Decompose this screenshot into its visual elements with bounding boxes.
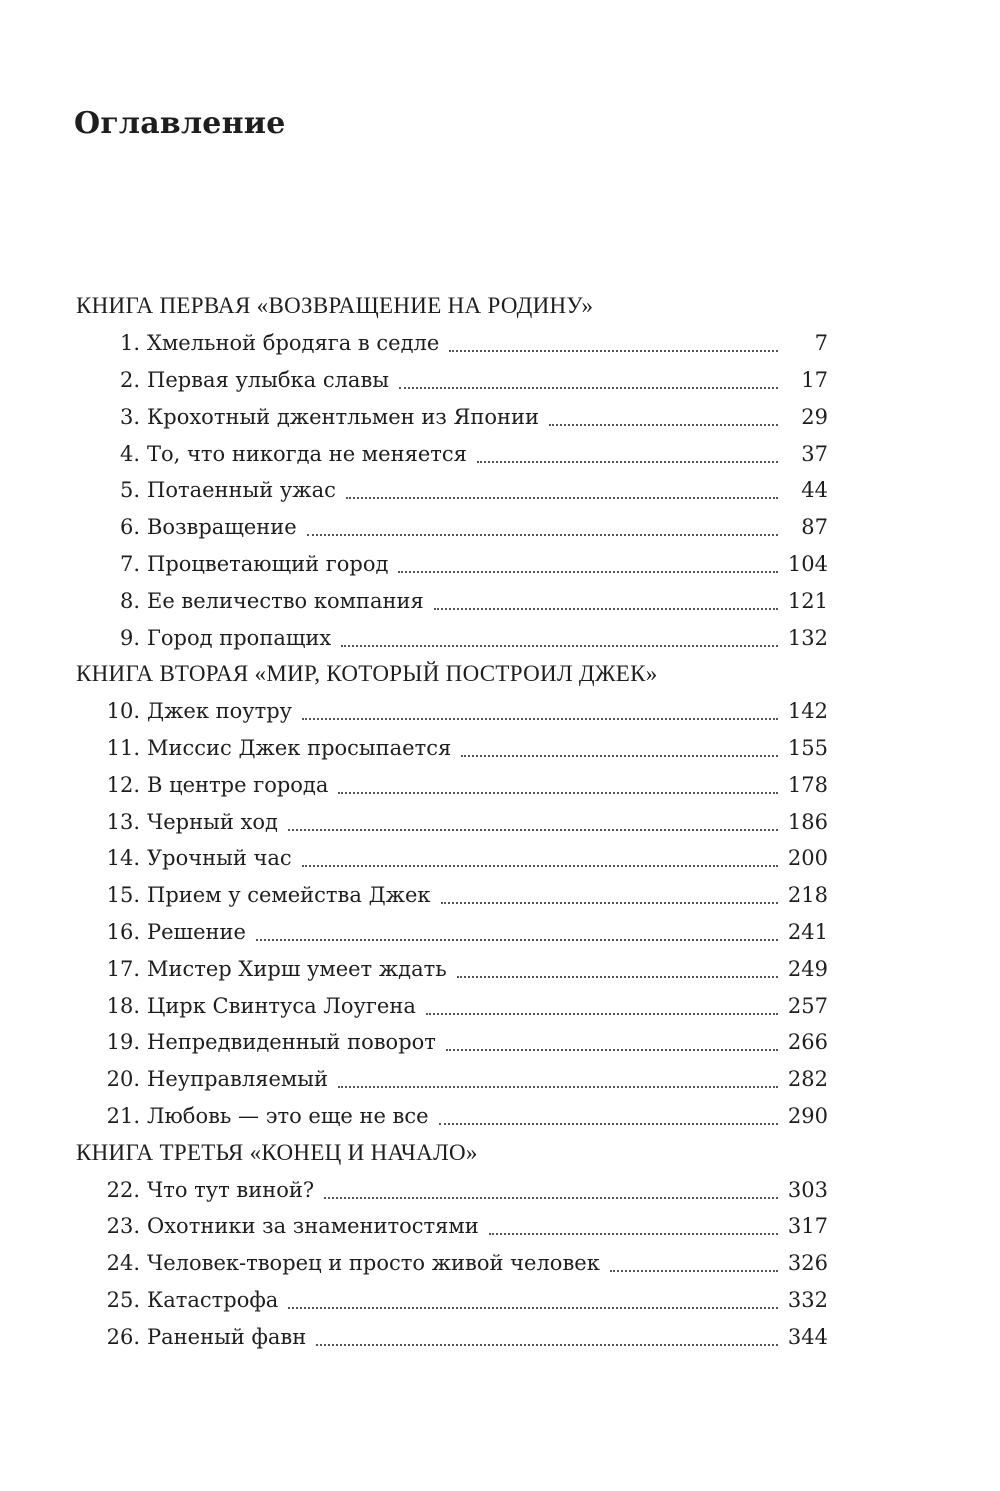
page-number: 186 xyxy=(787,809,828,834)
chapter-title: Потаенный ужас xyxy=(147,478,336,503)
chapter-number: 24. xyxy=(106,1251,140,1276)
dot-leader xyxy=(449,350,778,352)
toc-entry[interactable] xyxy=(76,914,828,951)
toc-entry[interactable] xyxy=(76,987,828,1024)
chapter-title: Решение xyxy=(147,919,246,944)
page-number: 332 xyxy=(787,1287,828,1312)
chapter-title: Мистер Хирш умеет ждать xyxy=(147,956,447,981)
chapter-title: Непредвиденный поворот xyxy=(147,1030,436,1055)
book-heading: КНИГА ТРЕТЬЯ «КОНЕЦ И НАЧАЛО» xyxy=(76,1139,478,1165)
chapter-number: 12. xyxy=(106,772,140,797)
chapter-title: Первая улыбка славы xyxy=(147,367,389,392)
toc-entry[interactable] xyxy=(76,325,828,362)
chapter-number: 9. xyxy=(119,625,140,650)
toc-entry[interactable] xyxy=(76,766,828,803)
chapter-title: Город пропащих xyxy=(147,625,332,650)
toc-entry[interactable] xyxy=(76,1061,828,1098)
chapter-number: 11. xyxy=(106,735,140,760)
chapter-title: Урочный час xyxy=(147,846,292,871)
chapter-number: 2. xyxy=(119,367,140,392)
chapter-title: Катастрофа xyxy=(147,1287,279,1312)
page-number: 178 xyxy=(787,772,828,797)
page-number: 218 xyxy=(787,883,828,908)
chapter-title: Процветающий город xyxy=(147,551,389,576)
dot-leader xyxy=(434,608,778,610)
chapter-title: Неуправляемый xyxy=(147,1067,328,1092)
dot-leader xyxy=(302,865,778,867)
dot-leader xyxy=(256,939,778,941)
page-number: 249 xyxy=(787,956,828,981)
chapter-number: 15. xyxy=(106,883,140,908)
toc-entry[interactable] xyxy=(76,1171,828,1208)
chapter-number: 4. xyxy=(119,441,140,466)
page-number: 303 xyxy=(787,1177,828,1202)
page-number: 87 xyxy=(801,515,828,540)
page-number: 155 xyxy=(787,735,828,760)
chapter-title: В центре города xyxy=(147,772,329,797)
chapter-title: То, что никогда не меняется xyxy=(147,441,467,466)
dot-leader xyxy=(307,534,778,536)
page-number: 29 xyxy=(801,404,828,429)
toc-entry[interactable] xyxy=(76,398,828,435)
page-number: 344 xyxy=(787,1324,828,1349)
dot-leader xyxy=(457,976,778,978)
toc-entry[interactable] xyxy=(76,1245,828,1282)
chapter-title: Прием у семейства Джек xyxy=(147,883,431,908)
dot-leader xyxy=(441,902,778,904)
book-heading: КНИГА ПЕРВАЯ «ВОЗВРАЩЕНИЕ НА РОДИНУ» xyxy=(76,293,594,319)
chapter-number: 25. xyxy=(106,1287,140,1312)
chapter-number: 16. xyxy=(106,919,140,944)
chapter-number: 8. xyxy=(119,588,140,613)
toc-entry[interactable] xyxy=(76,1024,828,1061)
dot-leader xyxy=(477,461,778,463)
page-number: 121 xyxy=(787,588,828,613)
toc-entry[interactable] xyxy=(76,509,828,546)
page-number: 17 xyxy=(801,367,828,392)
chapter-number: 17. xyxy=(106,956,140,981)
chapter-number: 23. xyxy=(106,1214,140,1239)
toc-entry[interactable] xyxy=(76,840,828,877)
dot-leader xyxy=(341,645,778,647)
chapter-number: 1. xyxy=(119,331,140,356)
chapter-number: 7. xyxy=(119,551,140,576)
page-number: 44 xyxy=(801,478,828,503)
chapter-number: 13. xyxy=(106,809,140,834)
chapter-title: Крохотный джентльмен из Японии xyxy=(147,404,540,429)
page-number: 257 xyxy=(787,993,828,1018)
toc-entry[interactable] xyxy=(76,1208,828,1245)
chapter-number: 20. xyxy=(106,1067,140,1092)
toc-entry[interactable] xyxy=(76,1318,828,1355)
dot-leader xyxy=(302,718,778,720)
toc-entry[interactable] xyxy=(76,472,828,509)
chapter-title: Раненый фавн xyxy=(147,1324,307,1349)
chapter-title: Ее величество компания xyxy=(147,588,424,613)
chapter-title: Джек поутру xyxy=(147,699,293,724)
chapter-number: 14. xyxy=(106,846,140,871)
dot-leader xyxy=(489,1233,778,1235)
page-number: 266 xyxy=(787,1030,828,1055)
dot-leader xyxy=(446,1049,778,1051)
toc-entry[interactable] xyxy=(76,546,828,583)
chapter-number: 5. xyxy=(119,478,140,503)
toc-entry[interactable] xyxy=(76,582,828,619)
toc-entry[interactable] xyxy=(76,950,828,987)
dot-leader xyxy=(549,424,778,426)
page-number: 132 xyxy=(787,625,828,650)
chapter-number: 19. xyxy=(106,1030,140,1055)
dot-leader xyxy=(398,571,777,573)
chapter-number: 3. xyxy=(119,404,140,429)
toc-entry[interactable] xyxy=(76,435,828,472)
chapter-number: 18. xyxy=(106,993,140,1018)
toc-entry[interactable] xyxy=(76,1282,828,1319)
toc-entry[interactable] xyxy=(76,362,828,399)
page-number: 241 xyxy=(787,919,828,944)
chapter-title: Охотники за знаменитостями xyxy=(147,1214,479,1239)
toc-entry[interactable] xyxy=(76,619,828,656)
chapter-number: 21. xyxy=(106,1103,140,1128)
page-number: 317 xyxy=(787,1214,828,1239)
dot-leader xyxy=(288,1307,778,1309)
dot-leader xyxy=(338,792,778,794)
chapter-title: Возвращение xyxy=(147,515,297,540)
page-number: 282 xyxy=(787,1067,828,1092)
page-number: 290 xyxy=(787,1103,828,1128)
page-title: Оглавление xyxy=(74,106,286,141)
chapter-number: 6. xyxy=(119,515,140,540)
page-number: 37 xyxy=(801,441,828,466)
chapter-title: Что тут виной? xyxy=(147,1177,315,1202)
dot-leader xyxy=(338,1086,778,1088)
chapter-title: Миссис Джек просыпается xyxy=(147,735,452,760)
chapter-title: Человек-творец и просто живой человек xyxy=(147,1251,600,1276)
dot-leader xyxy=(610,1270,778,1272)
page-number: 104 xyxy=(787,551,828,576)
book-heading: КНИГА ВТОРАЯ «МИР, КОТОРЫЙ ПОСТРОИЛ ДЖЕК» xyxy=(76,661,658,687)
dot-leader xyxy=(399,387,778,389)
chapter-number: 26. xyxy=(106,1324,140,1349)
toc-entry[interactable] xyxy=(76,803,828,840)
toc-entry[interactable] xyxy=(76,693,828,730)
chapter-number: 22. xyxy=(106,1177,140,1202)
page-number: 142 xyxy=(787,699,828,724)
dot-leader xyxy=(324,1197,778,1199)
chapter-title: Черный ход xyxy=(147,809,278,834)
dot-leader xyxy=(346,497,778,499)
dot-leader xyxy=(461,755,778,757)
dot-leader xyxy=(288,829,778,831)
table-of-contents xyxy=(76,288,828,1355)
chapter-title: Цирк Свинтуса Лоугена xyxy=(147,993,416,1018)
dot-leader xyxy=(426,1013,778,1015)
toc-entry[interactable] xyxy=(76,730,828,767)
page-number: 326 xyxy=(787,1251,828,1276)
page-number: 200 xyxy=(787,846,828,871)
toc-entry[interactable] xyxy=(76,1098,828,1135)
chapter-title: Хмельной бродяга в седле xyxy=(147,331,440,356)
dot-leader xyxy=(439,1123,778,1125)
chapter-title: Любовь — это еще не все xyxy=(147,1103,429,1128)
dot-leader xyxy=(316,1344,778,1346)
chapter-number: 10. xyxy=(106,699,140,724)
page-number: 7 xyxy=(814,331,828,356)
toc-entry[interactable] xyxy=(76,877,828,914)
